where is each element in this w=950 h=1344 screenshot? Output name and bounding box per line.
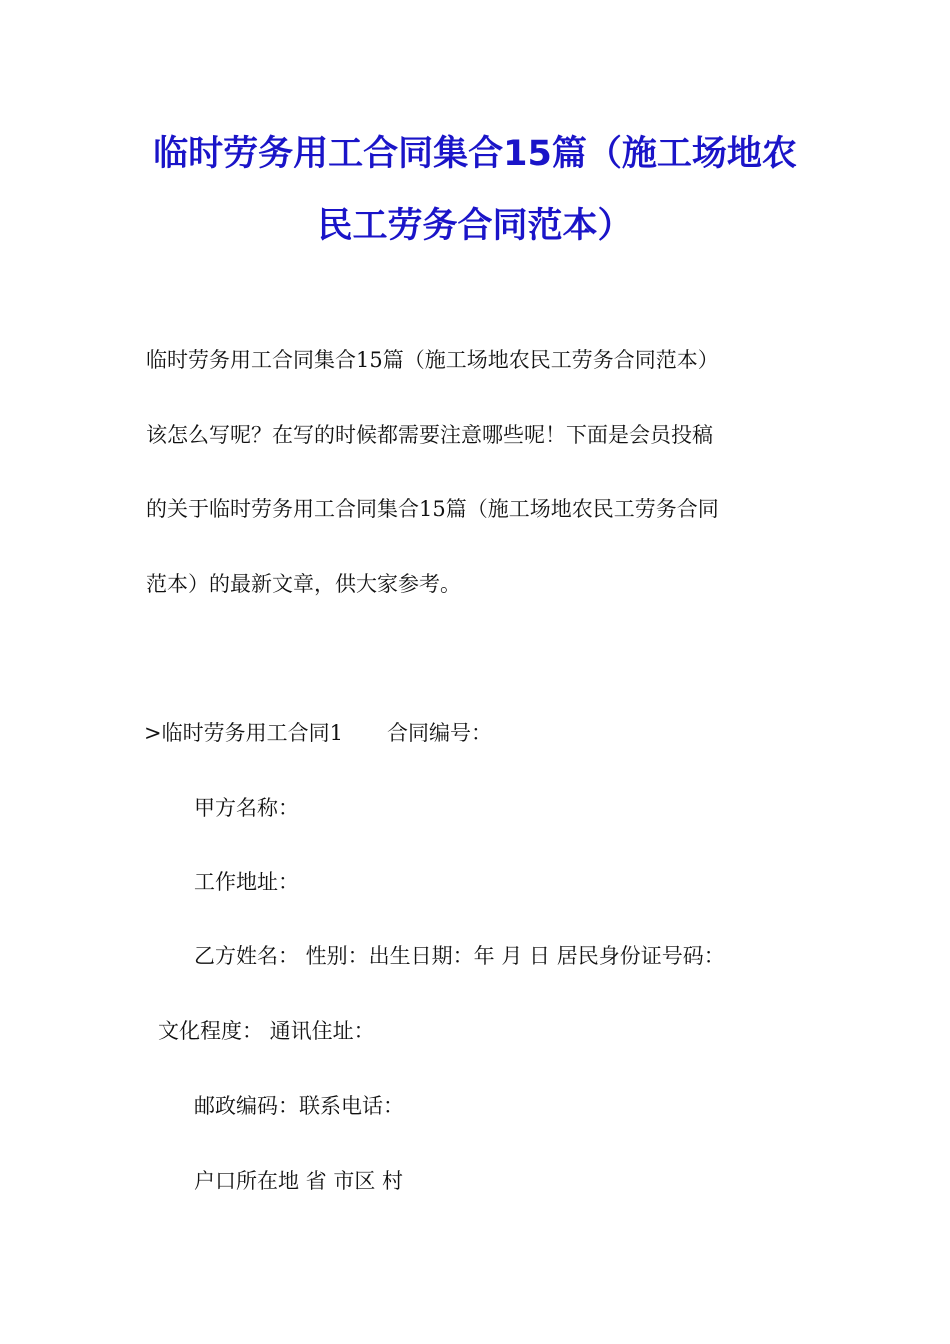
postal-phone-field: 邮政编码：联系电话： [194, 1094, 404, 1118]
document-title-line-1: 临时劳务用工合同集合15篇（施工场地农 [153, 134, 797, 174]
work-address-field: 工作地址： [194, 870, 299, 894]
contract-number-label: 合同编号： [386, 721, 492, 745]
intro-paragraph-line-1: 临时劳务用工合同集合15篇（施工场地农民工劳务合同范本） [146, 348, 719, 372]
document-title-line-2: 民工劳务合同范本） [317, 206, 633, 246]
household-registration-field: 户口所在地 省 市区 村 [194, 1169, 404, 1193]
intro-paragraph-line-3: 的关于临时劳务用工合同集合15篇（施工场地农民工劳务合同 [146, 497, 719, 521]
education-address-field: 文化程度： 通讯住址： [158, 1019, 375, 1043]
party-a-name-field: 甲方名称： [194, 796, 299, 820]
intro-paragraph-line-4: 范本）的最新文章，供大家参考。 [146, 572, 461, 596]
party-b-info-field: 乙方姓名： 性别：出生日期：年 月 日 居民身份证号码： [194, 944, 725, 968]
intro-paragraph-line-2: 该怎么写呢？在写的时候都需要注意哪些呢！下面是会员投稿 [146, 423, 713, 447]
contract-heading-row [144, 718, 492, 748]
contract-heading: >临时劳务用工合同1 [144, 721, 343, 745]
